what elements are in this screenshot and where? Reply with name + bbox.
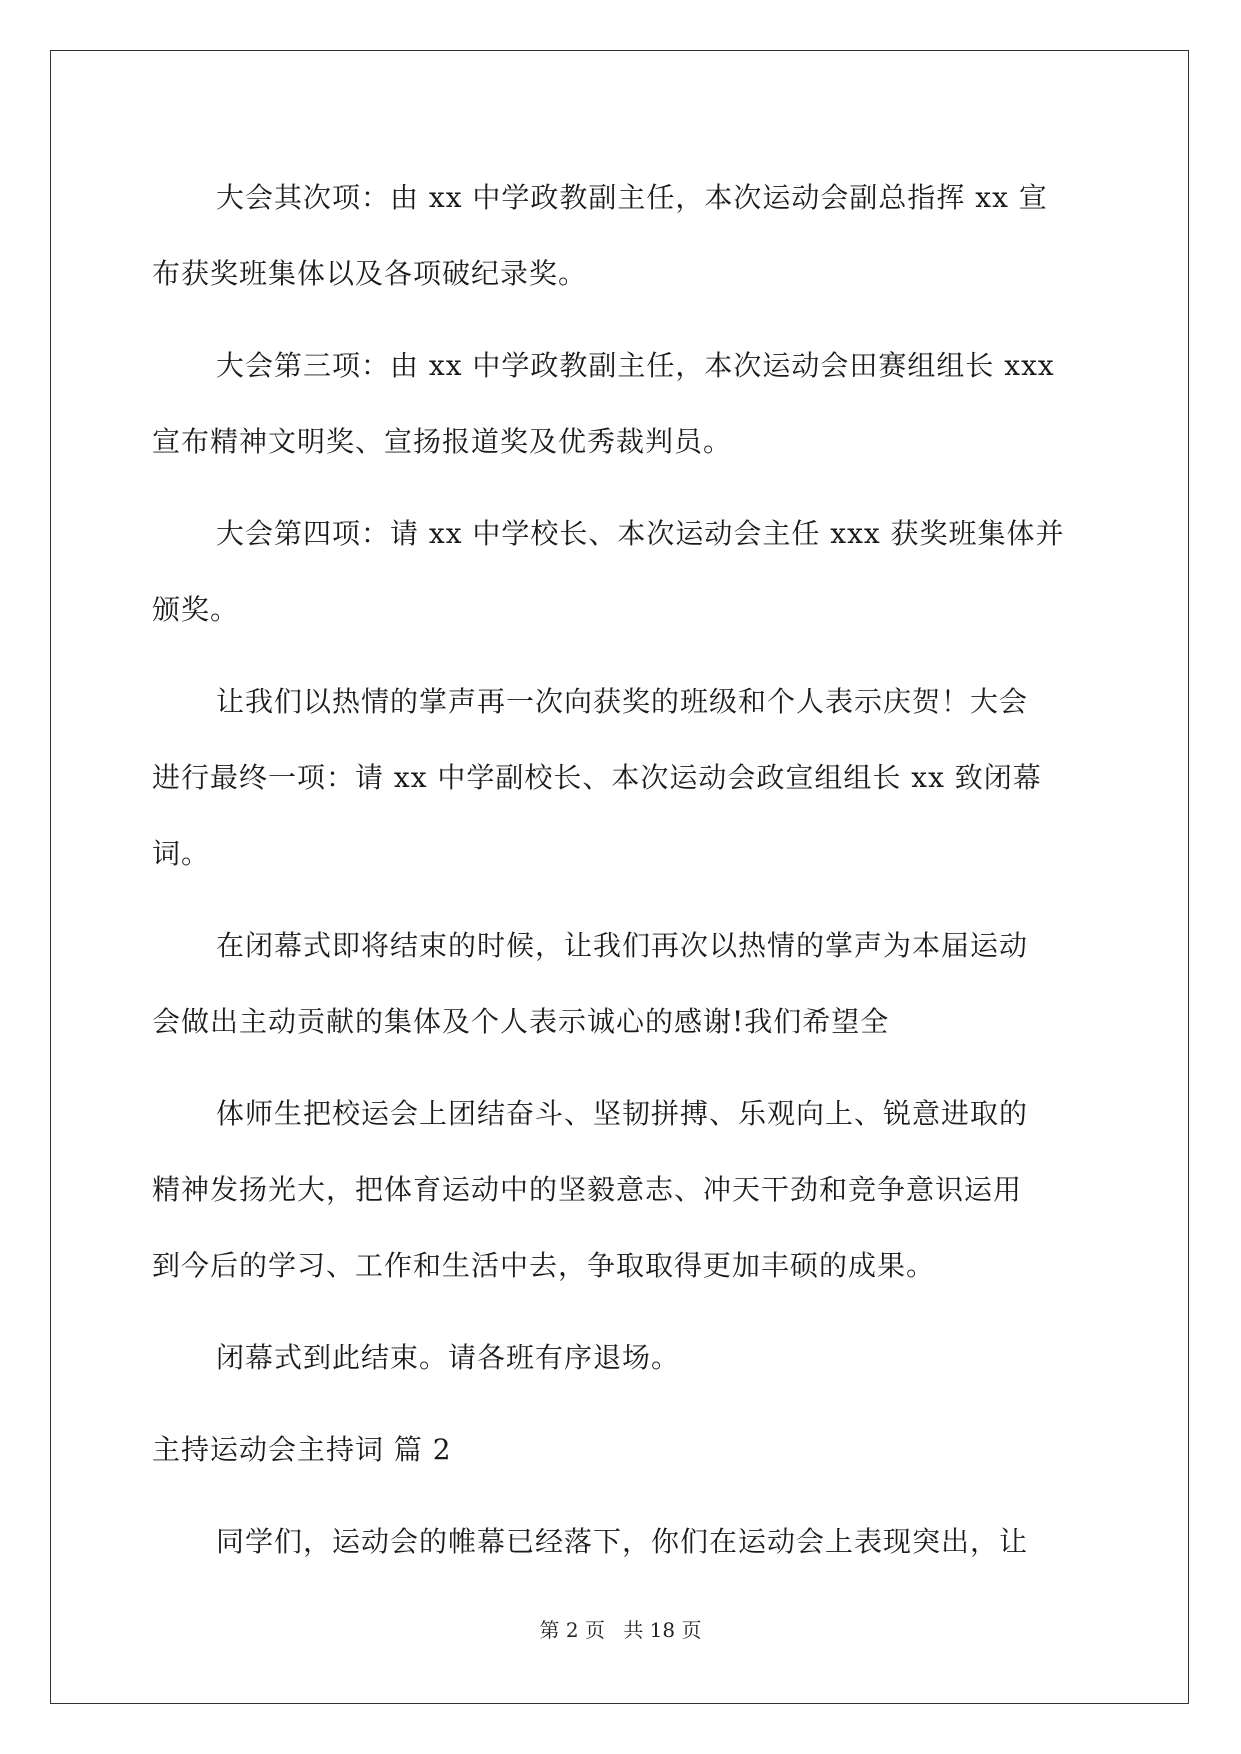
text-line: 闭幕式到此结束。请各班有序退场。 — [216, 1341, 681, 1374]
text-line: 在闭幕式即将结束的时候，让我们再次以热情的掌声为本届运动 — [216, 929, 1029, 962]
text-line: 让我们以热情的掌声再一次向获奖的班级和个人表示庆贺！大会 — [216, 685, 1029, 718]
page-number: 第 2 页 — [539, 1618, 605, 1642]
paragraph-4 — [152, 664, 1090, 892]
text-line: 会做出主动贡献的集体及个人表示诚心的感谢!我们希望全 — [152, 1005, 890, 1038]
text-line: 布获奖班集体以及各项破纪录奖。 — [152, 257, 588, 290]
text-line: 宣布精神文明奖、宣扬报道奖及优秀裁判员。 — [152, 425, 733, 458]
paragraph-5 — [152, 908, 1090, 1060]
paragraph-7 — [152, 1320, 1090, 1396]
text-line: 颁奖。 — [152, 593, 240, 626]
text-line: 同学们，运动会的帷幕已经落下，你们在运动会上表现突出，让 — [216, 1525, 1029, 1558]
paragraph-8 — [152, 1504, 1090, 1580]
text-line: 到今后的学习、工作和生活中去，争取取得更加丰硕的成果。 — [152, 1249, 936, 1282]
text-line: 词。 — [152, 837, 211, 870]
text-line: 大会第三项：由 xx 中学政教副主任，本次运动会田赛组组长 xxx — [216, 349, 1055, 382]
paragraph-6 — [152, 1076, 1090, 1304]
text-line: 精神发扬光大，把体育运动中的坚毅意志、冲天干劲和竞争意识运用 — [152, 1173, 1023, 1206]
document-body — [152, 160, 1090, 1596]
text-line: 体师生把校运会上团结奋斗、坚韧拼搏、乐观向上、锐意进取的 — [216, 1097, 1029, 1130]
paragraph-3 — [152, 496, 1090, 648]
text-line: 大会第四项：请 xx 中学校长、本次运动会主任 xxx 获奖班集体并 — [216, 517, 1065, 550]
section-heading: 主持运动会主持词 篇 2 — [152, 1433, 452, 1466]
paragraph-1 — [152, 160, 1090, 312]
text-line: 进行最终一项：请 xx 中学副校长、本次运动会政宣组组长 xx 致闭幕 — [152, 761, 1042, 794]
text-line: 大会其次项：由 xx 中学政教副主任，本次运动会副总指挥 xx 宣 — [216, 181, 1048, 214]
page-total: 共 18 页 — [623, 1618, 702, 1642]
page-footer — [0, 1614, 1241, 1643]
paragraph-2 — [152, 328, 1090, 480]
